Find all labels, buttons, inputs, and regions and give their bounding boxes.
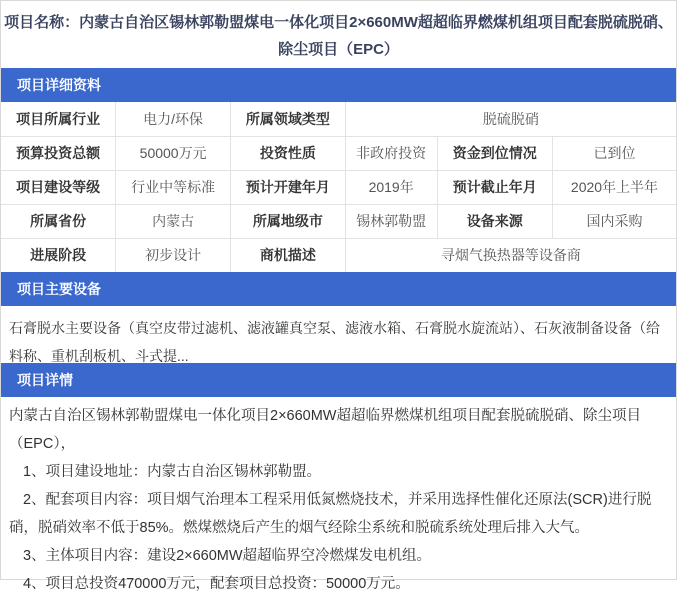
table-cell-label: 设备来源 — [437, 204, 552, 238]
table-row — [1, 204, 676, 238]
table-cell-value: 50000万元 — [116, 136, 231, 170]
table-cell-value: 脱硫脱硝 — [345, 102, 676, 136]
table-cell-value: 2020年上半年 — [552, 170, 676, 204]
project-details-text — [1, 397, 676, 598]
project-details-paragraph: 4、项目总投资470000万元，配套项目总投资：50000万元。 — [23, 576, 410, 592]
table-cell-label: 项目所属行业 — [1, 102, 116, 136]
section-header-main-equipment — [1, 272, 676, 306]
table-cell-value: 寻烟气换热器等设备商 — [345, 238, 676, 272]
table-cell-value: 已到位 — [552, 136, 676, 170]
table-cell-label: 投资性质 — [231, 136, 346, 170]
project-details-paragraph: 2、配套项目内容：项目烟气治理本工程采用低氮燃烧技术，并采用选择性催化还原法(SCR)进行脱硝，脱硝效率不低于85%。燃煤燃烧后产生的烟气经除尘系统和脱硫系统处理后排入大气。 — [9, 492, 652, 536]
table-cell-value: 行业中等标准 — [116, 170, 231, 204]
table-cell-label: 资金到位情况 — [437, 136, 552, 170]
project-details-paragraph: 3、主体项目内容：建设2×660MW超超临界空冷燃煤发电机组。 — [23, 548, 432, 564]
table-cell-value: 非政府投资 — [345, 136, 437, 170]
table-cell-label: 所属地级市 — [231, 204, 346, 238]
table-cell-label: 项目建设等级 — [1, 170, 116, 204]
section-header-main-equipment-label: 项目主要设备 — [17, 281, 101, 297]
table-cell-label: 所属领域类型 — [231, 102, 346, 136]
table-cell-value: 电力/环保 — [116, 102, 231, 136]
project-details-table — [1, 102, 676, 272]
table-row — [1, 102, 676, 136]
section-header-detail-info-label: 项目详细资料 — [17, 77, 101, 93]
table-cell-label: 预计截止年月 — [437, 170, 552, 204]
table-cell-label: 预计开建年月 — [231, 170, 346, 204]
project-details-paragraph: 内蒙古自治区锡林郭勒盟煤电一体化项目2×660MW超超临界燃煤机组项目配套脱硫脱硝、除尘项目（EPC）， — [9, 408, 641, 452]
section-header-project-detail-label: 项目详情 — [17, 372, 73, 388]
section-header-detail-info — [1, 68, 676, 102]
equipment-text: 石膏脱水主要设备（真空皮带过滤机、滤液罐真空泵、滤液水箱、石膏脱水旋流站）、石灰液制备设备（给料称、重机刮板机、斗式提... — [9, 320, 660, 364]
table-cell-value: 内蒙古 — [116, 204, 231, 238]
table-cell-value: 初步设计 — [116, 238, 231, 272]
table-cell-label: 商机描述 — [231, 238, 346, 272]
table-cell-label: 所属省份 — [1, 204, 116, 238]
table-row — [1, 136, 676, 170]
table-cell-label: 进展阶段 — [1, 238, 116, 272]
table-cell-value: 国内采购 — [552, 204, 676, 238]
table-cell-label: 预算投资总额 — [1, 136, 116, 170]
table-row — [1, 170, 676, 204]
table-cell-value: 锡林郭勒盟 — [345, 204, 437, 238]
table-cell-value: 2019年 — [345, 170, 437, 204]
project-details-paragraph: 1、项目建设地址：内蒙古自治区锡林郭勒盟。 — [23, 464, 322, 480]
page-title: 项目名称：内蒙古自治区锡林郭勒盟煤电一体化项目2×660MW超超临界燃煤机组项目配套脱硫脱硝、除尘项目（EPC） — [4, 14, 673, 58]
table-row — [1, 238, 676, 272]
